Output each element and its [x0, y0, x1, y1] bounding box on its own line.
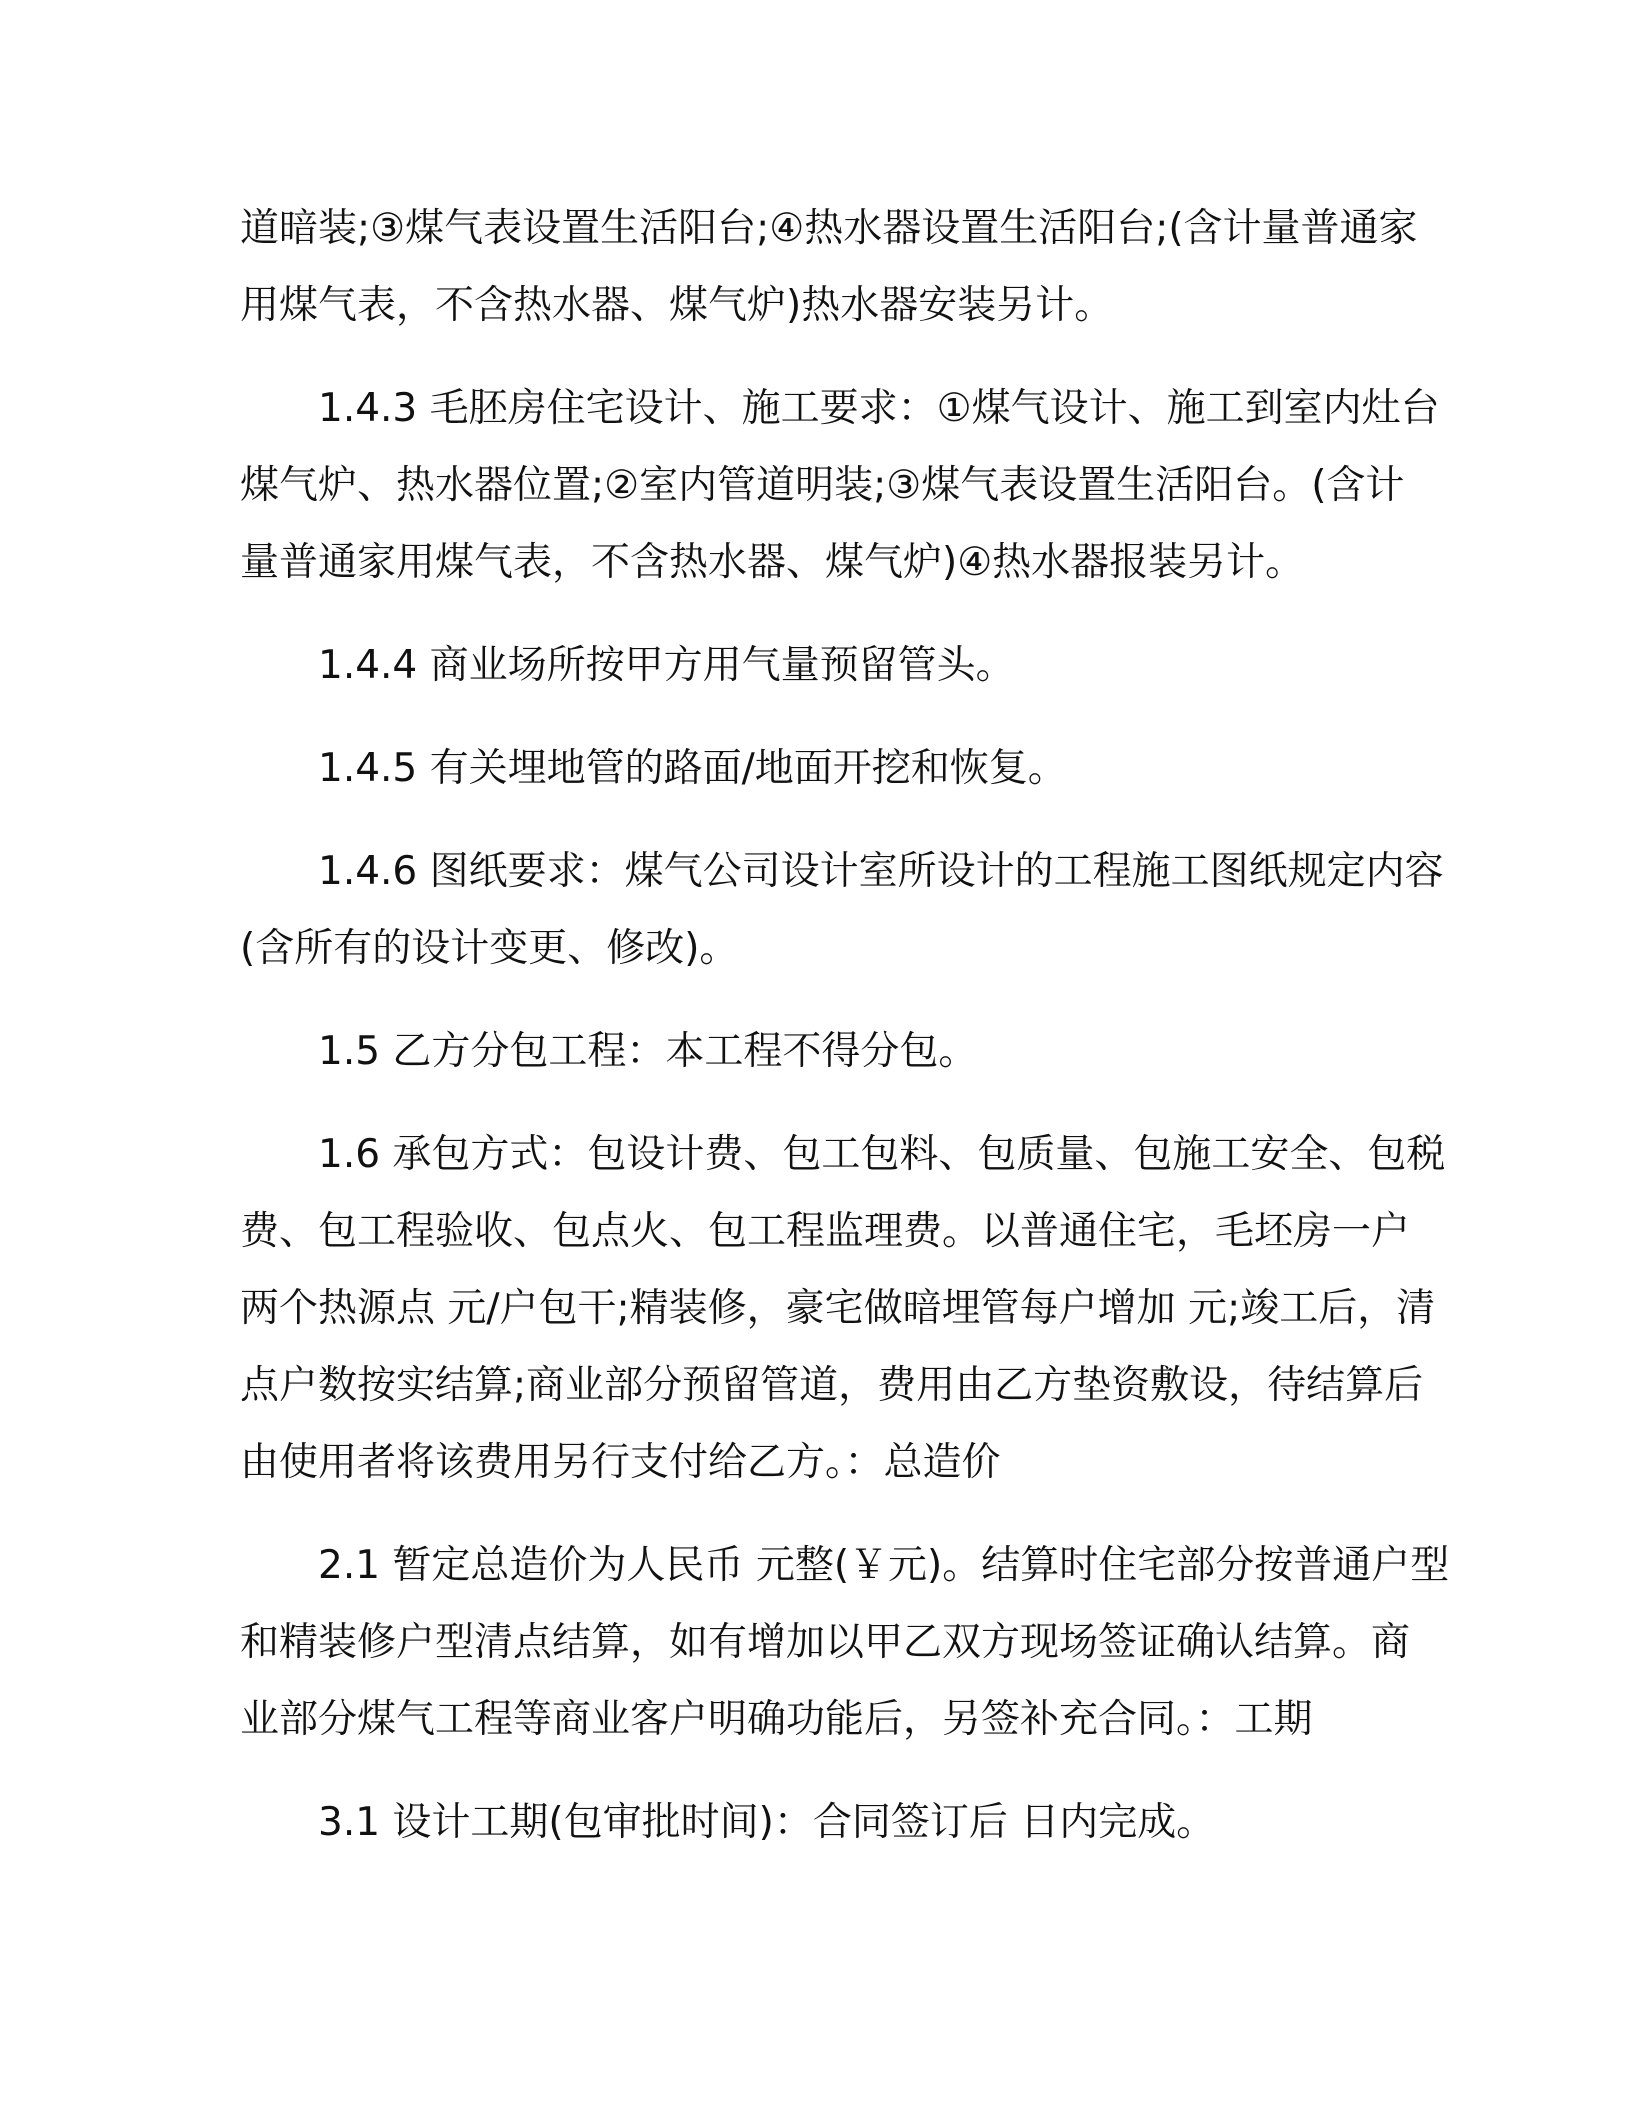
text-line: 业部分煤气工程等商业客户明确功能后，另签补充合同。：工期 [240, 1697, 1313, 1742]
text-line: 用煤气表，不含热水器、煤气炉)热水器安装另计。 [240, 283, 1114, 328]
text-line: 煤气炉、热水器位置;②室内管道明装;③煤气表设置生活阳台。(含计 [240, 463, 1405, 508]
paragraph-gas-installation-continued [240, 190, 1418, 344]
paragraph-1-4-4 [240, 627, 1390, 704]
paragraph-2-1 [240, 1527, 1450, 1758]
text-line: 1.4.4 商业场所按甲方用气量预留管头。 [318, 643, 1015, 688]
text-line: (含所有的设计变更、修改)。 [240, 926, 739, 971]
text-line: 3.1 设计工期(包审批时间)：合同签订后 日内完成。 [318, 1800, 1216, 1845]
paragraph-1-6 [240, 1116, 1446, 1501]
text-line: 1.5 乙方分包工程：本工程不得分包。 [318, 1029, 978, 1074]
text-line: 道暗装;③煤气表设置生活阳台;④热水器设置生活阳台;(含计量普通家 [240, 206, 1418, 251]
text-line: 费、包工程验收、包点火、包工程监理费。以普通住宅，毛坯房一户 [240, 1209, 1411, 1254]
text-line: 1.4.3 毛胚房住宅设计、施工要求：①煤气设计、施工到室内灶台 [318, 386, 1440, 431]
paragraph-1-4-6 [240, 833, 1444, 987]
text-line: 1.6 承包方式：包设计费、包工包料、包质量、包施工安全、包税 [318, 1132, 1446, 1177]
text-line: 点户数按实结算;商业部分预留管道，费用由乙方垫资敷设，待结算后 [240, 1363, 1424, 1408]
text-line: 2.1 暂定总造价为人民币 元整(￥元)。结算时住宅部分按普通户型 [318, 1543, 1450, 1588]
paragraph-1-5 [240, 1013, 1390, 1090]
text-line: 两个热源点 元/户包干;精装修，豪宅做暗埋管每户增加 元;竣工后，清 [240, 1286, 1436, 1331]
paragraph-1-4-3 [240, 370, 1440, 601]
paragraph-3-1 [240, 1784, 1390, 1861]
text-line: 量普通家用煤气表，不含热水器、煤气炉)④热水器报装另计。 [240, 540, 1305, 585]
text-line: 由使用者将该费用另行支付给乙方。：总造价 [240, 1440, 1001, 1485]
text-line: 1.4.5 有关埋地管的路面/地面开挖和恢复。 [318, 746, 1067, 791]
paragraph-1-4-5 [240, 730, 1390, 807]
text-line: 1.4.6 图纸要求：煤气公司设计室所设计的工程施工图纸规定内容 [318, 849, 1444, 894]
text-line: 和精装修户型清点结算，如有增加以甲乙双方现场签证确认结算。商 [240, 1620, 1411, 1665]
document-body [240, 190, 1450, 1887]
